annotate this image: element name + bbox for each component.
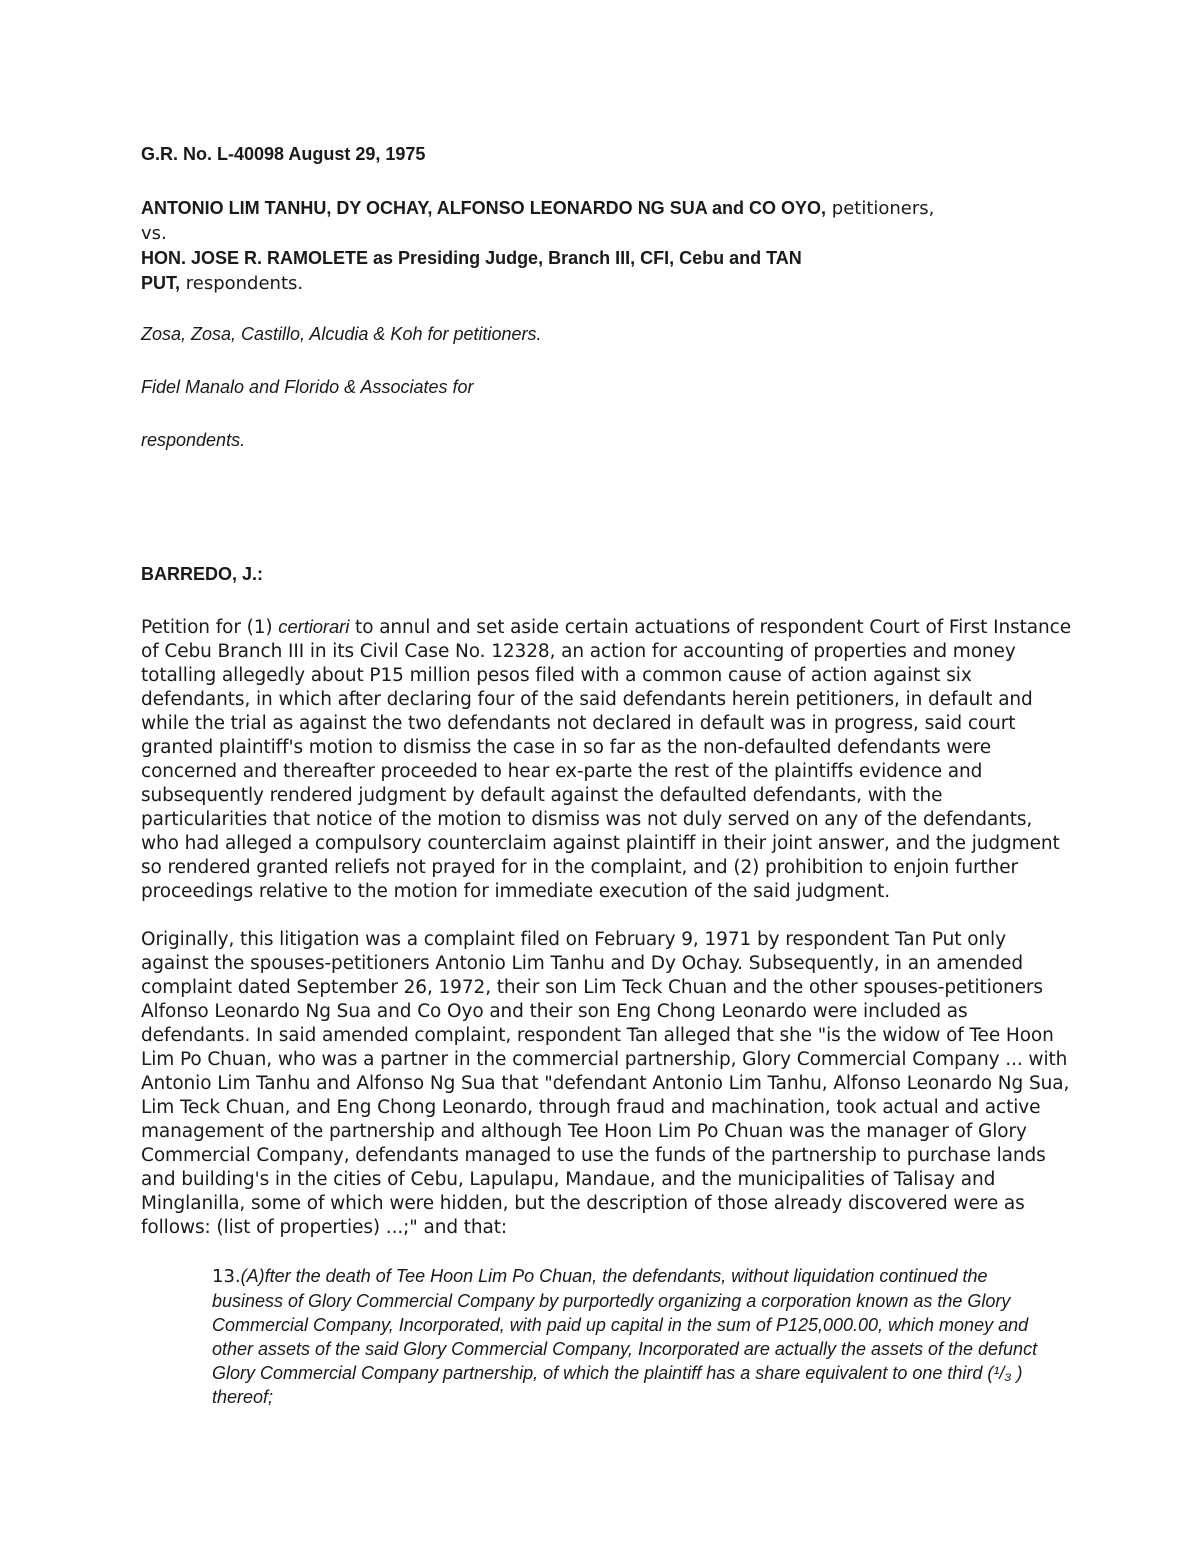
versus-label: vs. xyxy=(141,223,167,244)
paragraph-petition xyxy=(141,615,1071,904)
respondents-names-line2: PUT, xyxy=(141,273,181,293)
paragraph-petition-rest: to annul and set aside certain actuations of respondent Court of First Instance of Cebu Branch III in its Civil Case No. 12328, an action for accounting of properties and money totalling allegedly about P15 million pesos filed with a common cause of action against six defendants, in which after declaring four of the said defendants herein petitioners, in default and while the trial as against the two defendants not declared in default was in progress, said court granted plaintiff's motion to dismiss the case in so far as the non-defaulted defendants were concerned and thereafter proceeded to hear ex-parte the rest of the plaintiffs evidence and subsequently rendered judgment by default against the defaulted defendants, with the particularities that notice of the motion to dismiss was not duly served on any of the defendants, who had alleged a compulsory counterclaim against plaintiff in their joint answer, and the judgment so rendered granted reliefs not prayed for in the complaint, and (2) prohibition to enjoin further proceedings relative to the motion for immediate execution of the said judgment. xyxy=(141,617,1071,902)
respondents-counsel-line2: respondents. xyxy=(141,430,246,450)
respondents-role: respondents. xyxy=(180,273,304,294)
document-page xyxy=(141,142,1071,1409)
quoted-allegation xyxy=(212,1264,1042,1409)
certiorari-term: certiorari xyxy=(278,616,350,637)
case-number-heading: G.R. No. L-40098 August 29, 1975 xyxy=(141,144,426,164)
respondents-counsel-line1: Fidel Manalo and Florido & Associates for xyxy=(141,377,474,397)
parties-block xyxy=(141,196,1071,296)
petitioners-names: ANTONIO LIM TANHU, DY OCHAY, ALFONSO LEONARDO NG SUA and CO OYO, xyxy=(141,198,827,218)
allegation-text: (A)fter the death of Tee Hoon Lim Po Chuan, the defendants, without liquidation continued the business of Glory Commercial Company by purportedly organizing a corporation known as the Glory Commercial Company, Incorporated, with paid up capital in the sum of P125,000.00, which money and other assets of the said Glory Commercial Company, Incorporated are actually the assets of the defunct Glory Commercial Company partnership, of which the plaintiff has a share equivalent to one third (¹/₃ ) thereof; xyxy=(212,1266,1038,1407)
respondents-names-line1: HON. JOSE R. RAMOLETE as Presiding Judge, Branch III, CFI, Cebu and TAN xyxy=(141,248,802,268)
petitioners-role: petitioners, xyxy=(826,198,935,219)
paragraph-petition-start: Petition for (1) xyxy=(141,617,279,638)
petitioners-counsel: Zosa, Zosa, Castillo, Alcudia & Koh for petitioners. xyxy=(141,324,542,344)
allegation-number: 13. xyxy=(212,1266,241,1287)
paragraph-background: Originally, this litigation was a complaint filed on February 9, 1971 by respondent Tan Put only against the spouses-petitioners Antonio Lim Tanhu and Dy Ochay. Subsequently, in an amended complaint dated September 26, 1972, their son Lim Teck Chuan and the other spouses-petitioners Alfonso Leonardo Ng Sua and Co Oyo and their son Eng Chong Leonardo were included as defendants. In said amended complaint, respondent Tan alleged that she "is the widow of Tee Hoon Lim Po Chuan, who was a partner in the commercial partnership, Glory Commercial Company ... with Antonio Lim Tanhu and Alfonso Ng Sua that "defendant Antonio Lim Tanhu, Alfonso Leonardo Ng Sua, Lim Teck Chuan, and Eng Chong Leonardo, through fraud and machination, took actual and active management of the partnership and although Tee Hoon Lim Po Chuan was the manager of Glory Commercial Company, defendants managed to use the funds of the partnership to purchase lands and building's in the cities of Cebu, Lapulapu, Mandaue, and the municipalities of Talisay and Minglanilla, some of which were hidden, but the description of those already discovered were as follows: (list of properties) ...;" and that: xyxy=(141,929,1070,1238)
ponente-heading: BARREDO, J.: xyxy=(141,564,264,584)
